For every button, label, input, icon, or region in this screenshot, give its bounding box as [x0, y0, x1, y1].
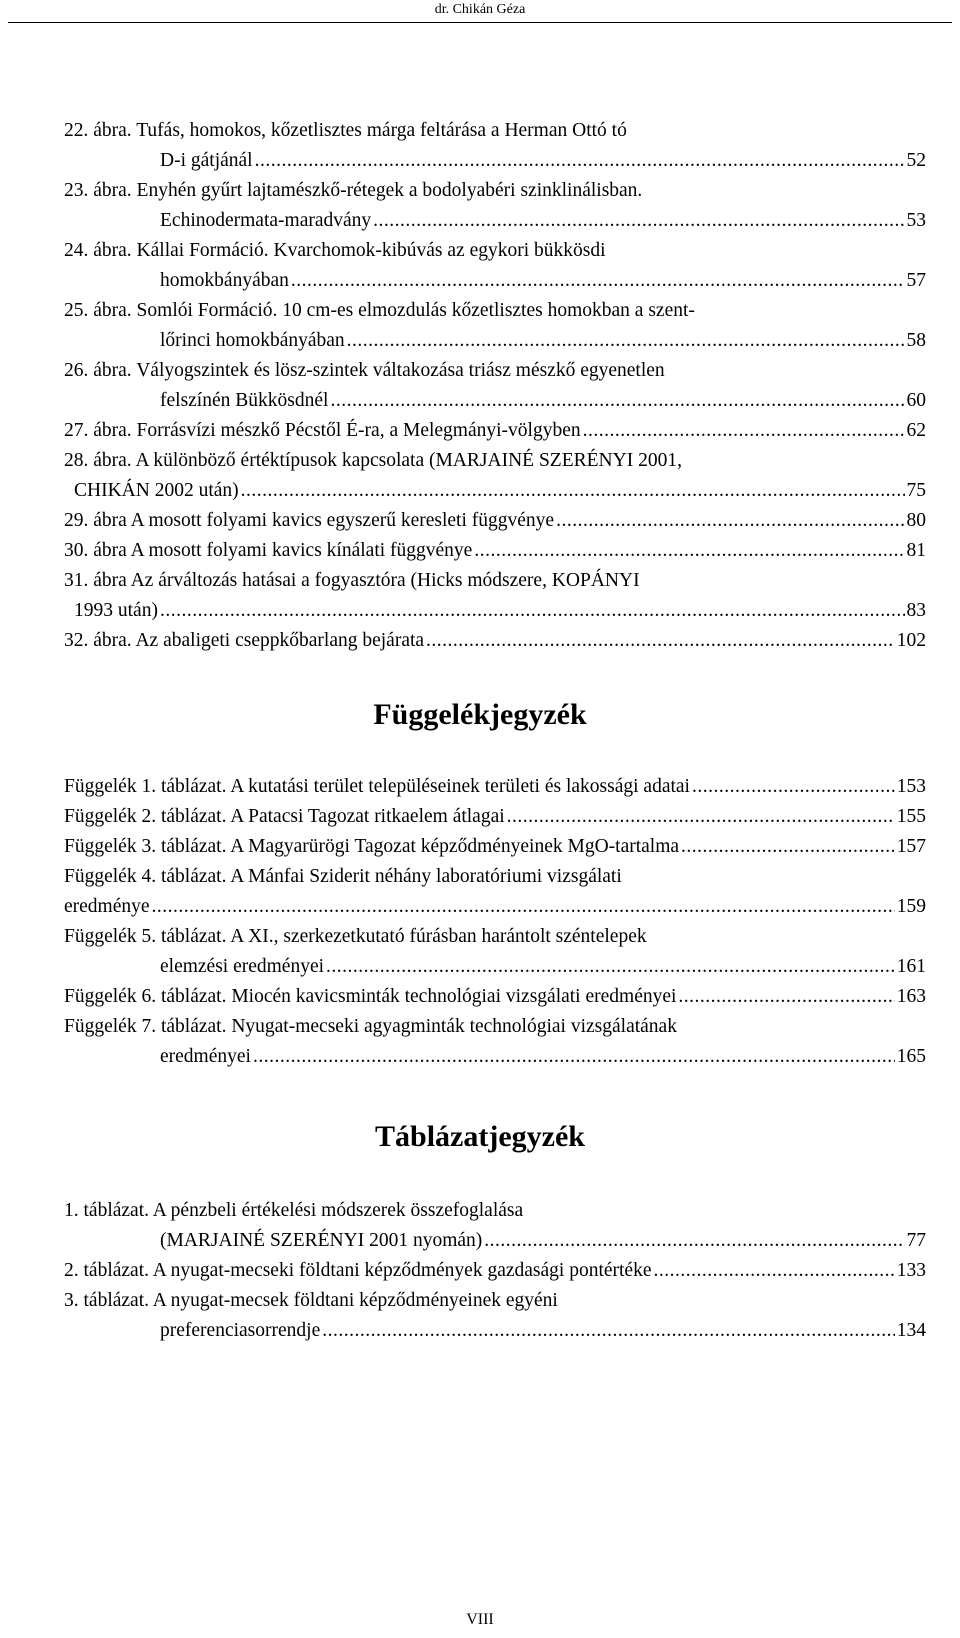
toc-page-number: 57: [906, 270, 926, 291]
toc-entry-text: 27. ábra. Forrásvízi mészkő Pécstől É-ra, a Melegmányi-völgyben: [64, 420, 581, 441]
toc-entry: [64, 922, 926, 952]
toc-entry-text: 26. ábra. Vályogszintek és lösz-szintek váltakozása triász mészkő egyenetlen: [64, 360, 665, 381]
toc-page-number: 58: [906, 330, 926, 351]
toc-page-number: 80: [906, 510, 926, 531]
header-rule: [8, 22, 952, 23]
toc-page-number: 53: [906, 210, 926, 231]
toc-entry-text: elemzési eredményei: [160, 956, 325, 977]
toc-entry-text: 31. ábra Az árváltozás hatásai a fogyasztóra (Hicks módszere, KOPÁNYI: [64, 570, 640, 591]
toc-entry: [64, 862, 926, 892]
toc-entry: [64, 296, 926, 326]
tables-title: Táblázatjegyzék: [375, 1120, 585, 1153]
toc-page-number: 60: [906, 390, 926, 411]
toc-entry: [64, 832, 926, 862]
toc-entry-text: 2. táblázat. A nyugat-mecseki földtani képződmények gazdasági pontértéke: [64, 1260, 652, 1281]
dot-leader: [160, 596, 905, 626]
toc-entry: [64, 386, 926, 416]
toc-entry-text: Függelék 6. táblázat. Miocén kavicsminták technológiai vizsgálati eredményei: [64, 986, 677, 1007]
toc-entry-text: felszínén Bükkösdnél: [160, 390, 329, 411]
toc-entry-text: preferenciasorrendje: [160, 1320, 321, 1341]
toc-entry: [64, 1286, 926, 1316]
dot-leader: [291, 266, 905, 296]
page-number: VIII: [466, 1611, 494, 1628]
toc-entry: [64, 952, 926, 982]
toc-page-number: 155: [896, 806, 926, 827]
toc-entry: [64, 146, 926, 176]
dot-leader: [255, 146, 905, 176]
toc-entry: [64, 596, 926, 626]
toc-entry-text: 23. ábra. Enyhén gyűrt lajtamészkő-rétegek a bodolyabéri szinklinálisban.: [64, 180, 643, 201]
dot-leader: [426, 626, 895, 656]
dot-leader: [347, 326, 905, 356]
toc-page-number: 157: [896, 836, 926, 857]
toc-page-number: 159: [896, 896, 926, 917]
toc-entry: [64, 236, 926, 266]
running-head: dr. Chikán Géza: [434, 2, 526, 17]
dot-leader: [484, 1226, 904, 1256]
toc-entry: [64, 626, 926, 656]
dot-leader: [556, 506, 904, 536]
figures-list: [64, 116, 926, 656]
toc-entry-text: Függelék 1. táblázat. A kutatási terület településeinek területi és lakossági adatai: [64, 776, 690, 797]
dot-leader: [326, 952, 895, 982]
toc-entry: [64, 1256, 926, 1286]
dot-leader: [681, 832, 895, 862]
appendix-list: [64, 772, 926, 1072]
toc-entry: [64, 802, 926, 832]
dot-leader: [322, 1316, 895, 1346]
toc-entry: [64, 1012, 926, 1042]
toc-entry: [64, 982, 926, 1012]
toc-entry: [64, 892, 926, 922]
toc-entry: [64, 1316, 926, 1346]
toc-entry: [64, 206, 926, 236]
toc-entry: [64, 772, 926, 802]
tables-list: [64, 1196, 926, 1346]
toc-entry: [64, 536, 926, 566]
toc-entry-text: CHIKÁN 2002 után): [74, 480, 239, 501]
toc-page-number: 75: [906, 480, 926, 501]
toc-entry: [64, 566, 926, 596]
toc-entry-text: 1. táblázat. A pénzbeli értékelési módszerek összefoglalása: [64, 1200, 524, 1221]
toc-page-number: 102: [896, 630, 926, 651]
toc-page-number: 133: [896, 1260, 926, 1281]
dot-leader: [692, 772, 895, 802]
toc-entry: [64, 356, 926, 386]
toc-entry: [64, 326, 926, 356]
toc-page-number: 165: [896, 1046, 926, 1067]
appendix-title: Függelékjegyzék: [373, 698, 587, 731]
toc-entry-text: 32. ábra. Az abaligeti cseppkőbarlang bejárata: [64, 630, 425, 651]
toc-entry-text: 29. ábra A mosott folyami kavics egyszerű keresleti függvénye: [64, 510, 555, 531]
toc-entry-text: eredménye: [64, 896, 150, 917]
toc-entry-text: Függelék 3. táblázat. A Magyarürögi Tagozat képződményeinek MgO-tartalma: [64, 836, 680, 857]
dot-leader: [253, 1042, 895, 1072]
toc-entry-text: Függelék 5. táblázat. A XI., szerkezetkutató fúrásban harántolt széntelepek: [64, 926, 647, 947]
toc-entry-text: Függelék 2. táblázat. A Patacsi Tagozat ritkaelem átlagai: [64, 806, 505, 827]
dot-leader: [654, 1256, 895, 1286]
toc-entry: [64, 176, 926, 206]
toc-entry: [64, 1226, 926, 1256]
toc-page-number: 52: [906, 150, 926, 171]
toc-entry: [64, 416, 926, 446]
toc-page-number: 77: [906, 1230, 926, 1251]
dot-leader: [330, 386, 904, 416]
toc-entry: [64, 506, 926, 536]
toc-entry-text: eredményei: [160, 1046, 251, 1067]
toc-page-number: 134: [896, 1320, 926, 1341]
toc-entry-text: 3. táblázat. A nyugat-mecsek földtani képződményeinek egyéni: [64, 1290, 558, 1311]
toc-entry-text: lőrinci homokbányában: [160, 330, 345, 351]
dot-leader: [373, 206, 904, 236]
toc-entry: [64, 1196, 926, 1226]
toc-entry-text: Echinodermata-maradvány: [160, 210, 372, 231]
toc-entry: [64, 116, 926, 146]
dot-leader: [507, 802, 895, 832]
dot-leader: [152, 892, 895, 922]
toc-page-number: 161: [896, 956, 926, 977]
toc-page-number: 83: [906, 600, 926, 621]
toc-entry-text: 22. ábra. Tufás, homokos, kőzetlisztes márga feltárása a Herman Ottó tó: [64, 120, 627, 141]
dot-leader: [241, 476, 905, 506]
toc-entry: [64, 446, 926, 476]
toc-entry-text: 25. ábra. Somlói Formáció. 10 cm-es elmozdulás kőzetlisztes homokban a szent-: [64, 300, 695, 321]
toc-page-number: 62: [906, 420, 926, 441]
dot-leader: [583, 416, 905, 446]
toc-entry-text: (MARJAINÉ SZERÉNYI 2001 nyomán): [160, 1230, 483, 1251]
dot-leader: [678, 982, 894, 1012]
toc-entry-text: homokbányában: [160, 270, 289, 291]
toc-entry: [64, 476, 926, 506]
toc-entry-text: 1993 után): [74, 600, 158, 621]
toc-entry-text: Függelék 4. táblázat. A Mánfai Sziderit néhány laboratóriumi vizsgálati: [64, 866, 622, 887]
toc-page-number: 163: [896, 986, 926, 1007]
toc-entry-text: 28. ábra. A különböző értéktípusok kapcsolata (MARJAINÉ SZERÉNYI 2001,: [64, 450, 682, 471]
toc-entry: [64, 1042, 926, 1072]
toc-entry-text: 24. ábra. Kállai Formáció. Kvarchomok-kibúvás az egykori bükkösdi: [64, 240, 606, 261]
toc-page-number: 81: [906, 540, 926, 561]
dot-leader: [474, 536, 904, 566]
toc-entry-text: 30. ábra A mosott folyami kavics kínálati függvénye: [64, 540, 473, 561]
toc-entry: [64, 266, 926, 296]
toc-page-number: 153: [896, 776, 926, 797]
toc-entry-text: Függelék 7. táblázat. Nyugat-mecseki agyagminták technológiai vizsgálatának: [64, 1016, 677, 1037]
toc-entry-text: D-i gátjánál: [160, 150, 253, 171]
